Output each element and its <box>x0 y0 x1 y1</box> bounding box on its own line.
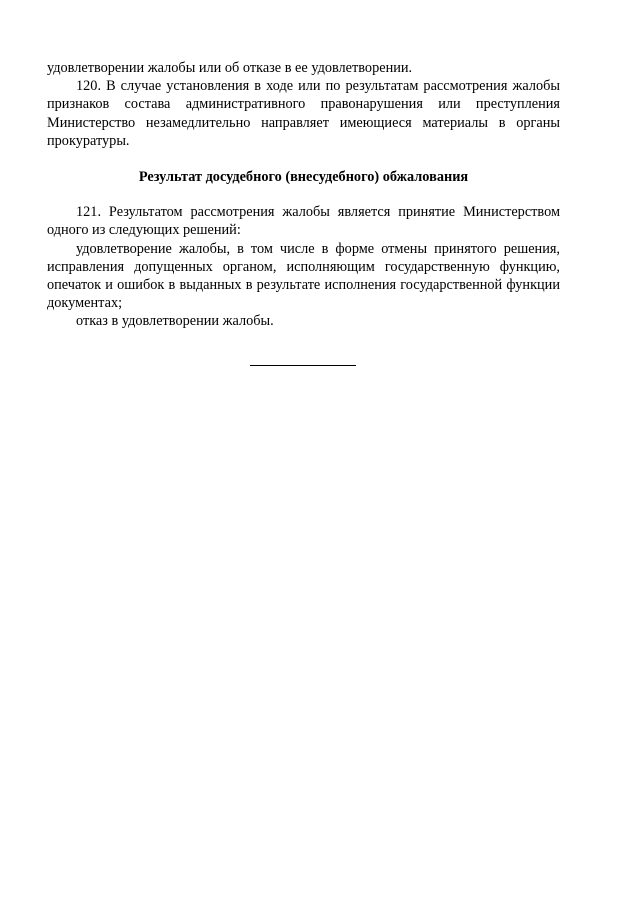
end-of-document-line <box>250 365 356 366</box>
document-body <box>47 59 560 331</box>
paragraph-continuation: удовлетворении жалобы или об отказе в ее удовлетворении. <box>47 60 413 76</box>
section-heading: Результат досудебного (внесудебного) обжалования <box>138 169 469 186</box>
paragraph-121: 121. Результатом рассмотрения жалобы является принятие Министерством одного из следующих решений: <box>47 204 560 239</box>
paragraph-satisfaction: удовлетворение жалобы, в том числе в форме отмены принятого решения, исправления допущенных органом, исполняющим государственную функцию, опечаток и ошибок в выданных в результате исполнения государственной функции документах; <box>47 240 560 312</box>
paragraph-refusal: отказ в удовлетворении жалобы. <box>76 313 274 330</box>
paragraph-120: 120. В случае установления в ходе или по результатам рассмотрения жалобы признаков состава административного правонарушения или преступления Министерство незамедлительно направляет имеющиеся материалы в органы прокуратуры. <box>47 78 560 149</box>
